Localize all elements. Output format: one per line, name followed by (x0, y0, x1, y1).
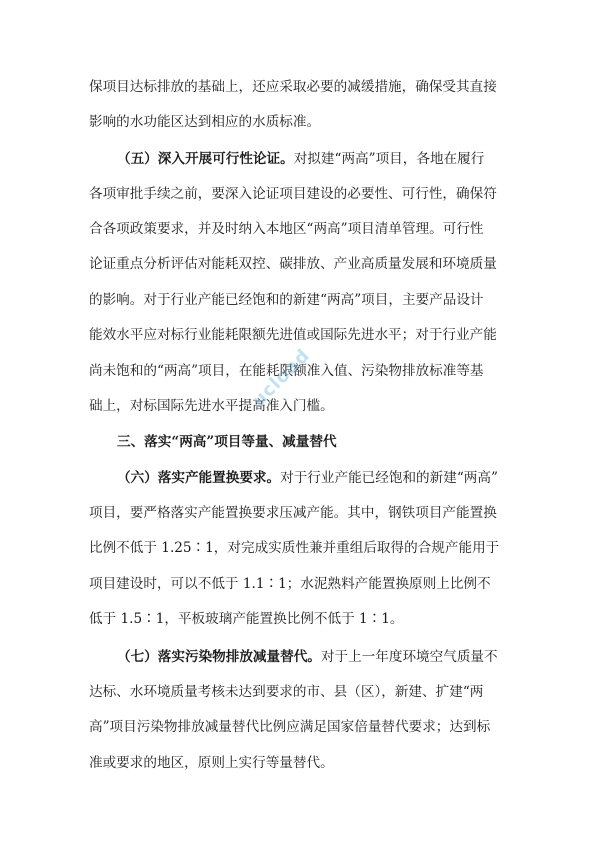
text-line: 低于 1.5∶1，平板玻璃产能置换比例不低于 1∶1。 (89, 611, 404, 627)
paragraph-six-heading-line: （六）落实产能置换要求。对于行业产能已经饱和的新建“两高” (117, 470, 498, 486)
text-line: 的影响。对于行业产能已经饱和的新建“两高”项目，主要产品设计 (89, 292, 484, 308)
text-line: 尚未饱和的“两高”项目，在能耗限额准入值、污染物排放标准等基 (89, 363, 484, 379)
text-line: 础上，对标国际先进水平提高准入门槛。 (89, 398, 334, 414)
section-three-heading: 三、落实“两高”项目等量、减量替代 (117, 434, 337, 450)
section-six-title: （六）落实产能置换要求。 (117, 470, 281, 486)
text-line: 达标、水环境质量考核未达到要求的市、县（区），新建、扩建“两 (89, 684, 484, 700)
paragraph-five-heading-line: （五）深入开展可行性论证。对拟建“两高”项目，各地在履行 (117, 151, 485, 167)
section-seven-title: （七）落实污染物排放减量替代。 (117, 649, 321, 665)
text-line: 准或要求的地区，原则上实行等量替代。 (89, 755, 334, 771)
text-line: 影响的水功能区达到相应的水质标准。 (89, 114, 321, 130)
text-line: 高”项目污染物排放减量替代比例应满足国家倍量替代要求；达到标 (89, 719, 491, 735)
text-line: 合各项政策要求，并及时纳入本地区“两高”项目清单管理。可行性 (89, 221, 484, 237)
section-five-title: （五）深入开展可行性论证。 (117, 151, 294, 167)
watermark: ucload (247, 344, 315, 412)
text-line: 项目建设时，可以不低于 1.1∶1；水泥熟料产能置换原则上比例不 (89, 576, 491, 592)
text-line: 比例不低于 1.25∶1，对完成实质性兼并重组后取得的合规产能用于 (89, 540, 500, 556)
text-line: 论证重点分析评估对能耗双控、碳排放、产业高质量发展和环境质量 (89, 256, 497, 272)
text-line: 能效水平应对标行业能耗限额先进值或国际先进水平；对于行业产能 (89, 327, 497, 343)
text-line: 项目，要严格落实产能置换要求压减产能。其中，钢铁项目产能置换 (89, 505, 497, 521)
paragraph-seven-heading-line: （七）落实污染物排放减量替代。对于上一年度环境空气质量不 (117, 649, 498, 665)
text-line: 各项审批手续之前，要深入论证项目建设的必要性、可行性，确保符 (89, 186, 497, 202)
text-line: 保项目达标排放的基础上，还应采取必要的减缓措施，确保受其直接 (89, 79, 497, 95)
